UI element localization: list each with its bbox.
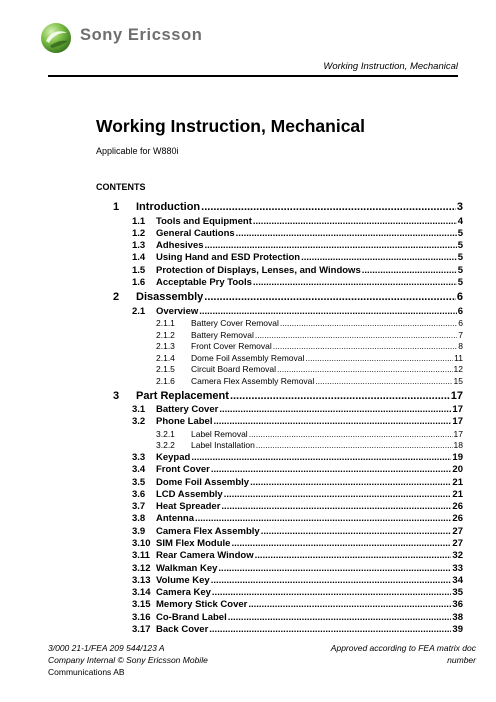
toc-entry-number: 2.1.6 [156,376,175,387]
toc-leader-dots [315,376,452,386]
toc-entry-page: 3 [456,201,463,213]
toc-entry-page: 18 [453,440,463,451]
toc-entry-page: 11 [454,352,463,363]
toc-leader-dots [228,612,452,623]
toc-entry[interactable] [108,429,463,441]
toc-entry-title: SIM Flex Module [156,538,231,549]
toc-entry-title: Rear Camera Window [156,550,254,562]
toc-entry-title: Keypad [156,451,191,463]
toc-leader-dots [253,277,457,288]
toc-entry-number: 3.7 [132,501,146,513]
toc-entry-page: 19 [452,451,463,463]
toc-entry-number: 3.12 [132,562,151,574]
toc-entry-number: 3.17 [132,624,151,636]
toc-entry-page: 27 [452,525,463,537]
toc-leader-dots [280,318,457,328]
toc-entry-page: 21 [452,476,463,488]
toc-entry-title: Disassembly [136,291,204,304]
toc-entry-title: Walkman Key [156,562,218,574]
toc-entry[interactable] [108,306,463,318]
toc-entry[interactable] [108,599,463,611]
toc-leader-dots [261,526,452,537]
toc-leader-dots [250,477,451,488]
toc-entry-number: 3.9 [132,525,146,537]
toc-entry-page: 27 [452,538,463,549]
toc-entry-number: 3.4 [132,464,146,476]
toc-entry-page: 6 [458,318,463,329]
toc-entry-title: General Cautions [156,227,235,239]
footer-left [48,642,208,678]
toc-entry-number: 3.8 [132,513,146,525]
toc-entry-number: 3.15 [132,599,151,611]
toc-entry-page: 33 [452,562,463,574]
toc-entry-page: 17 [453,428,463,439]
toc-entry-number: 1.5 [132,264,146,276]
toc-leader-dots [212,587,452,598]
toc-entry-title: Co-Brand Label [156,611,227,623]
toc-entry-page: 12 [453,364,463,375]
toc-entry-page: 26 [452,513,463,525]
toc-entry-number: 3 [113,389,120,402]
toc-entry-title: Acceptable Pry Tools [156,276,252,288]
toc-entry[interactable] [108,330,463,342]
toc-leader-dots [209,624,451,635]
toc-leader-dots [204,291,456,303]
toc-entry-title: Adhesives [156,240,204,252]
toc-entry-title: Antenna [156,513,194,525]
toc-entry-page: 26 [452,501,463,513]
toc-entry-page: 21 [452,488,463,500]
toc-entry-title: Dome Foil Assembly Removal [191,352,305,363]
toc-entry[interactable] [108,416,463,428]
toc-entry-number: 3.3 [132,451,146,463]
toc-entry[interactable] [108,526,463,538]
toc-entry-page: 17 [452,404,463,416]
toc-entry-number: 2.1 [132,305,146,317]
toc-entry-title: Memory Stick Cover [156,599,248,611]
toc-entry-number: 3.2.2 [156,440,175,451]
toc-entry-page: 6 [457,305,463,317]
contents-heading: CONTENTS [96,182,146,192]
toc-entry-title: Part Replacement [136,389,229,402]
toc-entry-number: 3.10 [132,538,151,549]
toc-entry-title: Camera Key [156,587,211,599]
toc-leader-dots [201,201,456,213]
toc-leader-dots [305,353,453,363]
toc-entry-page: 5 [457,240,463,252]
toc-entry-title: Heat Spreader [156,501,221,513]
toc-entry-number: 1.6 [132,276,146,288]
toc-entry-page: 5 [457,227,463,239]
toc-entry-number: 1.2 [132,227,146,239]
toc-entry[interactable] [108,538,463,550]
toc-leader-dots [224,489,452,500]
toc-entry-title: Circuit Board Removal [191,364,277,375]
toc-entry-page: 7 [458,329,463,340]
toc-leader-dots [205,240,457,251]
toc-entry-page: 32 [452,550,463,562]
toc-entry-number: 1.3 [132,240,146,252]
header-divider [48,75,458,77]
toc-entry-page: 17 [452,416,463,428]
toc-entry-number: 3.6 [132,488,146,500]
toc-leader-dots [219,404,451,415]
toc-leader-dots [249,429,453,439]
toc-entry-title: Front Cover Removal [191,341,272,352]
toc-entry-page: 5 [457,264,463,276]
toc-entry-page: 36 [452,599,463,611]
toc-leader-dots [256,440,453,450]
toc-entry-number: 2.1.1 [156,318,175,329]
toc-entry-title: Label Removal [191,428,248,439]
footer-approval-line2: number [447,655,476,665]
toc-entry[interactable] [108,240,463,252]
toc-entry-page: 5 [457,252,463,264]
toc-leader-dots [199,306,456,317]
toc-entry-number: 3.16 [132,611,151,623]
toc-entry-title: Back Cover [156,624,209,636]
toc-leader-dots [211,464,452,475]
toc-entry-number: 2.1.2 [156,329,175,340]
toc-entry-title: Tools and Equipment [156,215,252,227]
toc-leader-dots [191,452,451,463]
toc-entry[interactable] [108,440,463,452]
toc-entry-title: Phone Label [156,416,213,428]
toc-entry-number: 2 [113,291,120,304]
toc-leader-dots [255,550,452,561]
toc-entry[interactable] [108,252,463,264]
toc-entry-number: 3.5 [132,476,146,488]
toc-entry-number: 3.2.1 [156,428,175,439]
toc-entry-page: 17 [450,389,463,402]
toc-entry-number: 3.1 [132,404,146,416]
toc-entry-number: 3.2 [132,416,146,428]
toc-leader-dots [236,228,457,239]
toc-entry[interactable] [108,489,463,501]
toc-entry-number: 3.13 [132,574,151,586]
footer-company-line1: Company Internal © Sony Ericsson Mobile [48,655,208,665]
toc-leader-dots [248,599,451,610]
toc-entry[interactable] [108,228,463,240]
toc-entry-title: Label Installation [191,440,255,451]
toc-leader-dots [195,513,451,524]
toc-entry-title: Front Cover [156,464,210,476]
toc-entry[interactable] [108,277,463,289]
table-of-contents [108,199,463,636]
toc-entry[interactable] [108,575,463,587]
footer-approval-line1: Approved according to FEA matrix doc [330,643,476,653]
toc-leader-dots [273,341,457,351]
toc-entry-page: 5 [457,276,463,288]
toc-leader-dots [211,575,452,586]
toc-entry[interactable] [108,265,463,277]
toc-entry-page: 6 [456,291,463,304]
toc-entry-page: 8 [458,341,463,352]
toc-entry-title: Overview [156,305,199,317]
toc-entry[interactable] [108,404,463,416]
toc-entry-title: Introduction [136,201,201,213]
toc-entry[interactable] [108,587,463,599]
toc-leader-dots [277,364,453,374]
applicable-note: Applicable for W880i [96,146,179,156]
toc-leader-dots [253,216,457,227]
toc-entry[interactable] [108,376,463,388]
toc-entry-page: 34 [452,574,463,586]
toc-entry[interactable] [108,624,463,636]
toc-leader-dots [213,416,451,427]
toc-entry-title: Battery Cover Removal [191,318,279,329]
toc-entry[interactable] [108,341,463,353]
toc-entry-page: 39 [452,624,463,636]
toc-entry-title: Camera Flex Assembly [156,525,260,537]
toc-entry[interactable] [108,318,463,330]
toc-leader-dots [221,501,451,512]
toc-entry[interactable] [108,464,463,476]
toc-entry-number: 2.1.4 [156,352,175,363]
sony-ericsson-logo-icon [40,22,72,54]
toc-leader-dots [218,563,451,574]
toc-entry-title: Camera Flex Assembly Removal [191,376,315,387]
footer-doc-number: 3/000 21-1/FEA 209 544/123 A [48,643,165,653]
toc-leader-dots [301,252,457,263]
footer-company-line2: Communications AB [48,667,125,677]
toc-entry[interactable] [108,291,463,306]
footer-right [306,642,476,666]
toc-leader-dots [230,390,450,402]
toc-entry-title: Protection of Displays, Lenses, and Windows [156,264,361,276]
toc-entry[interactable] [108,353,463,365]
toc-leader-dots [231,538,451,549]
toc-entry-title: Volume Key [156,574,210,586]
toc-entry-page: 38 [452,611,463,623]
toc-entry-page: 15 [453,376,463,387]
toc-entry[interactable] [108,550,463,562]
toc-entry[interactable] [108,612,463,624]
toc-entry-title: LCD Assembly [156,488,223,500]
toc-leader-dots [362,265,457,276]
toc-entry-title: Dome Foil Assembly [156,476,250,488]
toc-entry[interactable] [108,216,463,228]
toc-entry[interactable] [108,390,463,405]
toc-entry[interactable] [108,477,463,489]
toc-entry-number: 3.11 [132,550,150,562]
toc-entry-title: Battery Cover [156,404,219,416]
page-title: Working Instruction, Mechanical [96,116,366,136]
toc-entry-title: Using Hand and ESD Protection [156,252,301,264]
toc-entry[interactable] [108,201,463,216]
toc-entry-title: Battery Removal [191,329,254,340]
toc-entry-page: 20 [452,464,463,476]
toc-entry[interactable] [108,563,463,575]
toc-entry[interactable] [108,452,463,464]
toc-entry[interactable] [108,513,463,525]
toc-entry[interactable] [108,364,463,376]
toc-entry[interactable] [108,501,463,513]
toc-entry-page: 35 [452,587,463,599]
header-document-label: Working Instruction, Mechanical [323,61,458,72]
toc-entry-number: 2.1.5 [156,364,175,375]
toc-leader-dots [255,330,457,340]
toc-entry-number: 1.1 [132,215,146,227]
toc-entry-number: 1.4 [132,252,146,264]
toc-entry-page: 4 [457,215,463,227]
toc-entry-number: 3.14 [132,587,151,599]
toc-entry-number: 2.1.3 [156,341,175,352]
toc-entry-number: 1 [113,201,120,213]
brand-name: Sony Ericsson [80,26,203,44]
